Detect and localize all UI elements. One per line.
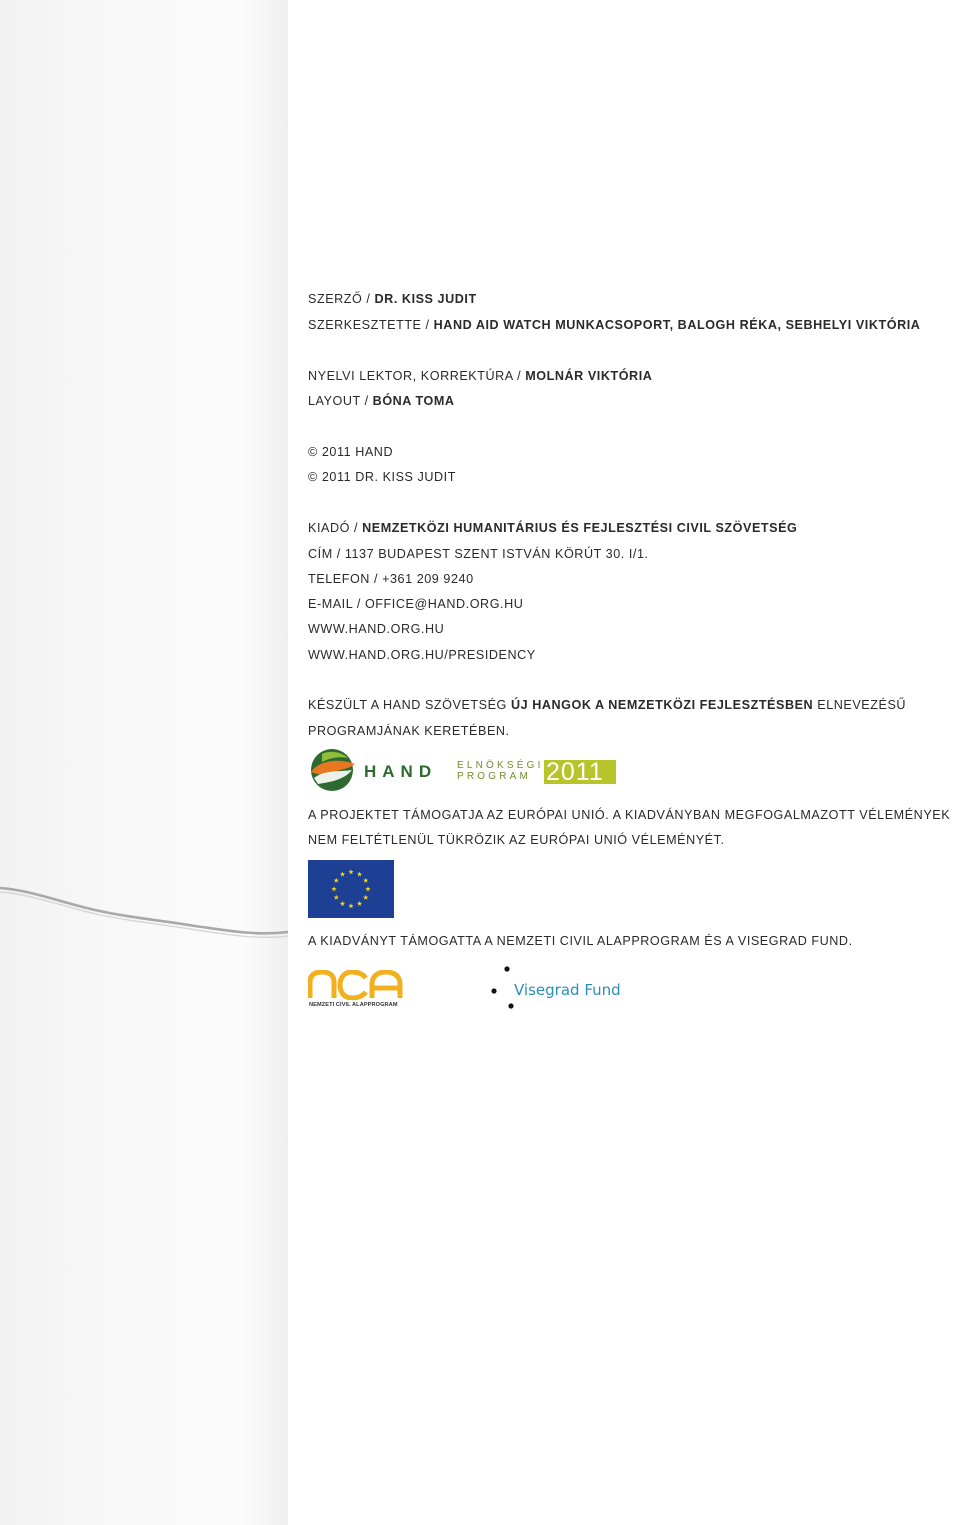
address-line: CÍM / 1137 BUDAPEST SZENT ISTVÁN KÖRÚT 30. I/1. — [308, 547, 649, 561]
presidency-line-2: PROGRAM — [457, 771, 532, 782]
editor-names: HAND AID WATCH MUNKACSOPORT, BALOGH RÉKA, SEBHELYI VIKTÓRIA — [433, 318, 921, 332]
phone-line: TELEFON / +361 209 9240 — [308, 572, 474, 586]
hand-emblem-icon — [308, 748, 360, 792]
hand-presidency-logo — [308, 748, 628, 792]
publisher-name: NEMZETKÖZI HUMANITÁRIUS ÉS FEJLESZTÉSI CIVIL SZÖVETSÉG — [362, 521, 798, 535]
paper-tear-line — [0, 880, 288, 950]
website-link[interactable]: WWW.HAND.ORG.HU — [308, 622, 445, 636]
nca-logo — [308, 970, 404, 1012]
lector-name: MOLNÁR VIKTÓRIA — [525, 369, 653, 383]
nca-caption: NEMZETI CIVIL ALAPPROGRAM — [309, 1002, 398, 1008]
hand-wordmark: HAND — [364, 762, 438, 781]
copyright-hand: © 2011 HAND — [308, 445, 394, 459]
author-line: SZERZŐ / DR. KISS JUDIT — [308, 292, 477, 306]
eu-statement-1: A PROJEKTET TÁMOGATJA AZ EURÓPAI UNIÓ. A KIADVÁNYBAN MEGFOGALMAZOTT VÉLEMÉNYEK — [308, 808, 951, 822]
eu-statement-2: NEM FELTÉTLENÜL TÜKRÖZIK AZ EURÓPAI UNIÓ VÉLEMÉNYÉT. — [308, 833, 725, 847]
program-line: KÉSZÜLT A HAND SZÖVETSÉG ÚJ HANGOK A NEMZETKÖZI FEJLESZTÉSBEN ELNEVEZÉSŰ — [308, 698, 907, 712]
eu-flag-icon — [308, 860, 394, 918]
layout-name: BÓNA TOMA — [372, 394, 455, 408]
layout-line: LAYOUT / BÓNA TOMA — [308, 394, 455, 408]
email-line[interactable]: E-MAIL / OFFICE@HAND.ORG.HU — [308, 597, 524, 611]
presidency-link[interactable]: WWW.HAND.ORG.HU/PRESIDENCY — [308, 648, 536, 662]
program-line-2: PROGRAMJÁNAK KERETÉBEN. — [308, 724, 510, 738]
author-name: DR. KISS JUDIT — [374, 292, 477, 306]
torn-paper-background — [0, 0, 288, 1525]
support-statement: A KIADVÁNYT TÁMOGATTA A NEMZETI CIVIL ALAPPROGRAM ÉS A VISEGRAD FUND. — [308, 934, 853, 948]
program-name: ÚJ HANGOK A NEMZETKÖZI FEJLESZTÉSBEN — [510, 698, 814, 712]
nca-letters-icon — [308, 970, 404, 1000]
visegrad-fund-name: Visegrad Fund — [514, 981, 621, 999]
lector-line: NYELVI LEKTOR, KORREKTÚRA / MOLNÁR VIKTÓRIA — [308, 369, 653, 383]
presidency-year-badge — [544, 760, 616, 784]
publisher-line: KIADÓ / NEMZETKÖZI HUMANITÁRIUS ÉS FEJLESZTÉSI CIVIL SZÖVETSÉG — [308, 521, 798, 535]
presidency-year: 2011 — [546, 760, 604, 784]
visegrad-fund-logo — [484, 960, 624, 1020]
copyright-author: © 2011 DR. KISS JUDIT — [308, 470, 456, 484]
presidency-line-1: ELNÖKSÉGI — [457, 760, 544, 771]
visegrad-dots-icon — [484, 960, 514, 1018]
editor-line: SZERKESZTETTE / HAND AID WATCH MUNKACSOPORT, BALOGH RÉKA, SEBHELYI VIKTÓRIA — [308, 318, 921, 332]
